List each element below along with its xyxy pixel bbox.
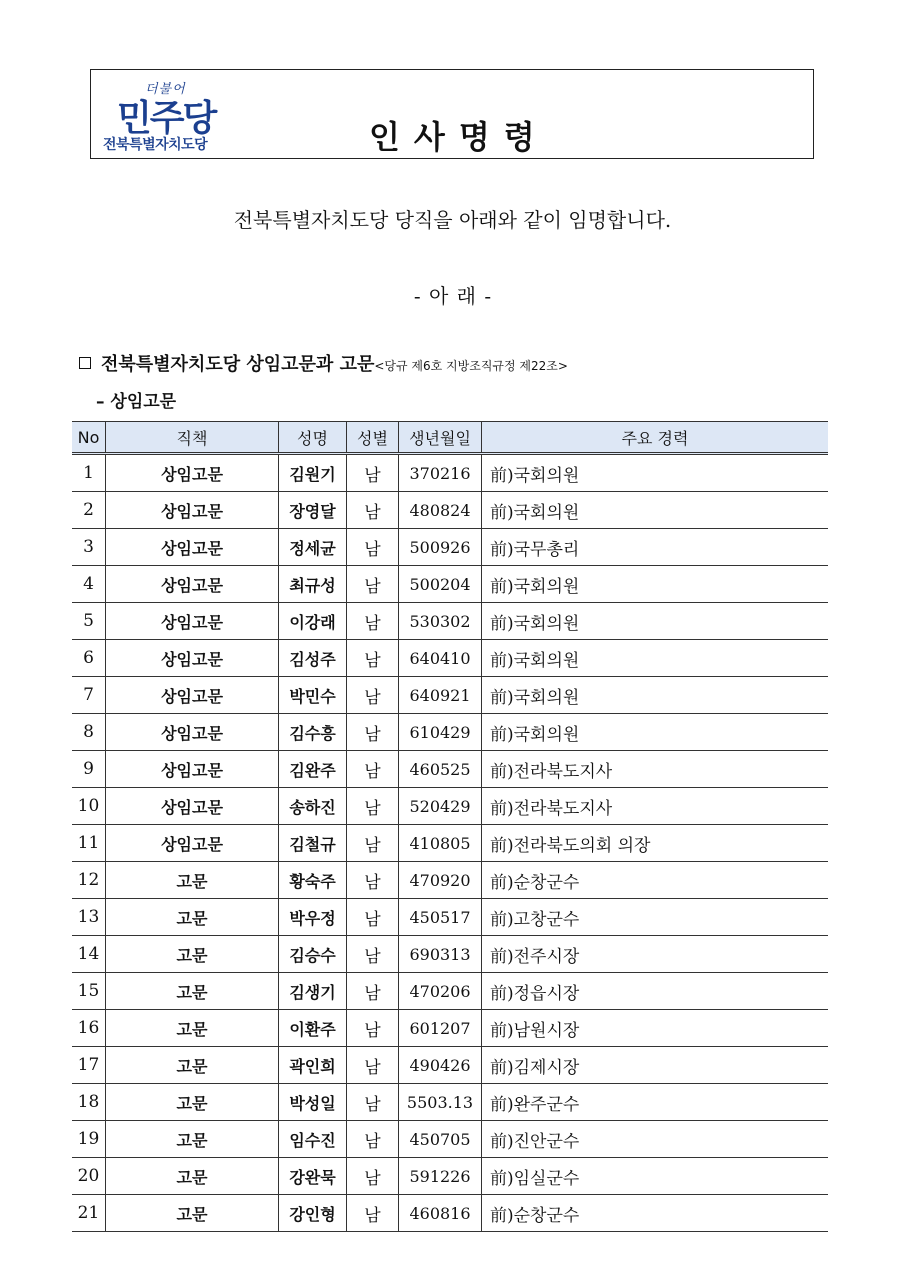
cell-birthdate: 520429 [399, 788, 482, 825]
cell-name: 김철규 [279, 825, 347, 862]
table-row [72, 566, 828, 603]
cell-position: 상임고문 [106, 788, 279, 825]
table-row [72, 1047, 828, 1084]
cell-name: 김수흥 [279, 714, 347, 751]
cell-no: 9 [72, 751, 106, 788]
cell-birthdate: 470206 [399, 973, 482, 1010]
cell-no: 11 [72, 825, 106, 862]
cell-sex: 남 [347, 936, 399, 973]
cell-name: 최규성 [279, 566, 347, 603]
cell-sex: 남 [347, 1047, 399, 1084]
table-row [72, 862, 828, 899]
cell-birthdate: 601207 [399, 1010, 482, 1047]
cell-career: 前)순창군수 [482, 1195, 829, 1232]
cell-birthdate: 640410 [399, 640, 482, 677]
cell-career: 前)순창군수 [482, 862, 829, 899]
cell-sex: 남 [347, 973, 399, 1010]
cell-birthdate: 450705 [399, 1121, 482, 1158]
cell-birthdate: 591226 [399, 1158, 482, 1195]
table-row [72, 714, 828, 751]
cell-career: 前)전라북도의회 의장 [482, 825, 829, 862]
cell-no: 15 [72, 973, 106, 1010]
cell-position: 상임고문 [106, 566, 279, 603]
cell-no: 14 [72, 936, 106, 973]
table-row [72, 529, 828, 566]
cell-career: 前)전주시장 [482, 936, 829, 973]
cell-name: 강완묵 [279, 1158, 347, 1195]
intro-text: 전북특별자치도당 당직을 아래와 같이 임명합니다. [233, 208, 672, 232]
cell-birthdate: 500926 [399, 529, 482, 566]
cell-sex: 남 [347, 1010, 399, 1047]
cell-position: 상임고문 [106, 529, 279, 566]
cell-birthdate: 690313 [399, 936, 482, 973]
cell-no: 3 [72, 529, 106, 566]
header-sex: 성별 [347, 422, 399, 454]
cell-career: 前)완주군수 [482, 1084, 829, 1121]
cell-position: 상임고문 [106, 492, 279, 529]
table-row [72, 492, 828, 529]
cell-position: 상임고문 [106, 751, 279, 788]
cell-birthdate: 640921 [399, 677, 482, 714]
checkbox-square-icon [79, 357, 91, 369]
cell-sex: 남 [347, 714, 399, 751]
cell-career: 前)국회의원 [482, 454, 829, 492]
cell-position: 고문 [106, 1121, 279, 1158]
cell-position: 고문 [106, 862, 279, 899]
document-title: 인사명령 [369, 118, 549, 156]
table-row [72, 788, 828, 825]
cell-sex: 남 [347, 566, 399, 603]
cell-no: 6 [72, 640, 106, 677]
cell-position: 상임고문 [106, 603, 279, 640]
cell-position: 상임고문 [106, 454, 279, 492]
cell-career: 前)국회의원 [482, 640, 829, 677]
cell-no: 16 [72, 1010, 106, 1047]
cell-name: 김승수 [279, 936, 347, 973]
cell-name: 박민수 [279, 677, 347, 714]
cell-position: 상임고문 [106, 714, 279, 751]
document-header [90, 69, 814, 159]
cell-career: 前)김제시장 [482, 1047, 829, 1084]
cell-no: 4 [72, 566, 106, 603]
cell-name: 박성일 [279, 1084, 347, 1121]
cell-birthdate: 610429 [399, 714, 482, 751]
cell-name: 송하진 [279, 788, 347, 825]
cell-no: 20 [72, 1158, 106, 1195]
cell-no: 10 [72, 788, 106, 825]
cell-sex: 남 [347, 529, 399, 566]
logo-main-text: 민주당 [117, 98, 216, 139]
logo-tagline: 더불어 [145, 82, 186, 97]
cell-no: 13 [72, 899, 106, 936]
cell-birthdate: 490426 [399, 1047, 482, 1084]
cell-name: 김성주 [279, 640, 347, 677]
table-row [72, 899, 828, 936]
cell-no: 2 [72, 492, 106, 529]
table-row [72, 1158, 828, 1195]
cell-career: 前)국회의원 [482, 566, 829, 603]
cell-no: 12 [72, 862, 106, 899]
cell-sex: 남 [347, 899, 399, 936]
cell-sex: 남 [347, 603, 399, 640]
cell-sex: 남 [347, 640, 399, 677]
cell-name: 장영달 [279, 492, 347, 529]
cell-position: 고문 [106, 936, 279, 973]
table-row [72, 454, 828, 492]
cell-sex: 남 [347, 788, 399, 825]
cell-name: 김원기 [279, 454, 347, 492]
cell-birthdate: 450517 [399, 899, 482, 936]
cell-no: 21 [72, 1195, 106, 1232]
cell-no: 7 [72, 677, 106, 714]
cell-career: 前)전라북도지사 [482, 788, 829, 825]
cell-name: 김완주 [279, 751, 347, 788]
cell-name: 강인형 [279, 1195, 347, 1232]
appointment-table [72, 421, 828, 1232]
cell-career: 前)전라북도지사 [482, 751, 829, 788]
header-career: 주요 경력 [482, 422, 829, 454]
cell-no: 17 [72, 1047, 106, 1084]
cell-position: 고문 [106, 899, 279, 936]
cell-birthdate: 500204 [399, 566, 482, 603]
cell-sex: 남 [347, 862, 399, 899]
cell-career: 前)고창군수 [482, 899, 829, 936]
cell-sex: 남 [347, 492, 399, 529]
cell-no: 5 [72, 603, 106, 640]
table-row [72, 1010, 828, 1047]
cell-name: 황숙주 [279, 862, 347, 899]
cell-position: 상임고문 [106, 640, 279, 677]
cell-birthdate: 460816 [399, 1195, 482, 1232]
table-row [72, 1121, 828, 1158]
section-heading-text: 전북특별자치도당 상임고문과 고문 [101, 354, 375, 375]
cell-sex: 남 [347, 454, 399, 492]
cell-career: 前)국회의원 [482, 714, 829, 751]
cell-career: 前)정읍시장 [482, 973, 829, 1010]
cell-no: 8 [72, 714, 106, 751]
cell-sex: 남 [347, 825, 399, 862]
cell-position: 고문 [106, 1158, 279, 1195]
cell-name: 박우정 [279, 899, 347, 936]
table-row [72, 1084, 828, 1121]
cell-position: 상임고문 [106, 677, 279, 714]
table-row [72, 640, 828, 677]
table-row [72, 1195, 828, 1232]
cell-sex: 남 [347, 1195, 399, 1232]
cell-career: 前)국회의원 [482, 492, 829, 529]
cell-sex: 남 [347, 751, 399, 788]
cell-sex: 남 [347, 677, 399, 714]
table-row [72, 825, 828, 862]
header-name: 성명 [279, 422, 347, 454]
cell-career: 前)국회의원 [482, 603, 829, 640]
table-row [72, 751, 828, 788]
cell-career: 前)진안군수 [482, 1121, 829, 1158]
cell-position: 상임고문 [106, 825, 279, 862]
header-birthdate: 생년월일 [399, 422, 482, 454]
cell-name: 정세균 [279, 529, 347, 566]
cell-position: 고문 [106, 1084, 279, 1121]
table-header-row [72, 422, 828, 454]
cell-no: 1 [72, 454, 106, 492]
cell-career: 前)임실군수 [482, 1158, 829, 1195]
cell-name: 김생기 [279, 973, 347, 1010]
table-row [72, 936, 828, 973]
cell-birthdate: 370216 [399, 454, 482, 492]
cell-sex: 남 [347, 1158, 399, 1195]
table-row [72, 603, 828, 640]
cell-career: 前)국회의원 [482, 677, 829, 714]
cell-birthdate: 470920 [399, 862, 482, 899]
cell-birthdate: 5503.13 [399, 1084, 482, 1121]
cell-position: 고문 [106, 1047, 279, 1084]
cell-name: 이환주 [279, 1010, 347, 1047]
section-heading [79, 350, 568, 376]
cell-sex: 남 [347, 1121, 399, 1158]
below-marker: - 아 래 - [413, 284, 492, 308]
cell-birthdate: 530302 [399, 603, 482, 640]
cell-name: 임수진 [279, 1121, 347, 1158]
cell-no: 19 [72, 1121, 106, 1158]
cell-name: 이강래 [279, 603, 347, 640]
cell-birthdate: 480824 [399, 492, 482, 529]
cell-position: 고문 [106, 1195, 279, 1232]
cell-position: 고문 [106, 1010, 279, 1047]
cell-career: 前)남원시장 [482, 1010, 829, 1047]
header-position: 직책 [106, 422, 279, 454]
cell-position: 고문 [106, 973, 279, 1010]
cell-birthdate: 410805 [399, 825, 482, 862]
cell-birthdate: 460525 [399, 751, 482, 788]
logo-sub-text: 전북특별자치도당 [103, 137, 208, 153]
party-logo [103, 76, 243, 156]
table-body [72, 454, 828, 1232]
cell-name: 곽인희 [279, 1047, 347, 1084]
header-no: No [72, 422, 106, 454]
table-row [72, 677, 828, 714]
cell-sex: 남 [347, 1084, 399, 1121]
table-row [72, 973, 828, 1010]
subheading: – 상임고문 [96, 392, 177, 412]
cell-no: 18 [72, 1084, 106, 1121]
cell-career: 前)국무총리 [482, 529, 829, 566]
section-reference: <당규 제6호 지방조직규정 제22조> [374, 359, 568, 373]
